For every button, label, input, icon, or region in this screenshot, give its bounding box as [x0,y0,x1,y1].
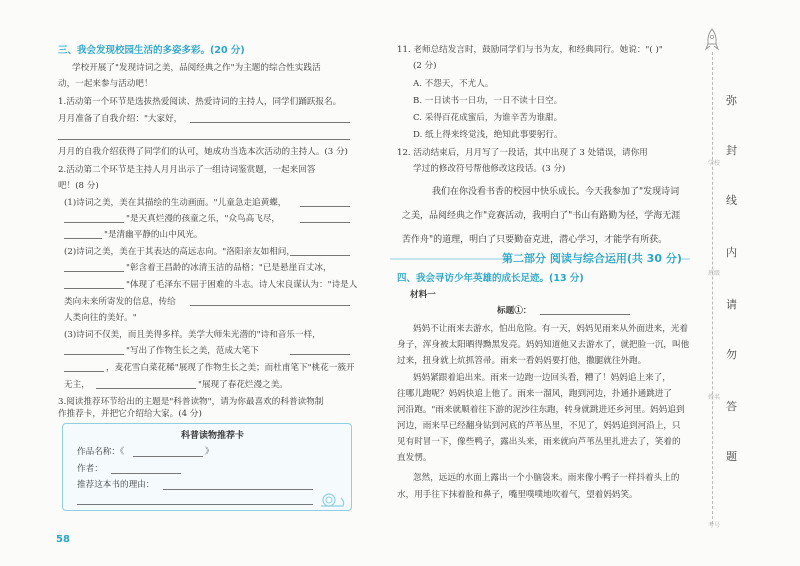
q1-answer-blank-1[interactable] [190,122,350,123]
seal-line [712,52,713,524]
q1-line-1: 1.活动第一个环节是选拔热爱阅读、热爱诗词的主持人，同学们踊跃报名。 [58,97,342,107]
intro-line-2: 动，一起来参与活动吧！ [58,79,153,89]
q2-2-line-d: 类向未来所寄发的信息，传给 [64,297,176,307]
q2-line-1: 2.活动第二个环节是主持人月月出示了一组诗词鉴赏题，一起来回答 [58,165,316,175]
seal-char-3: 线 [726,194,737,207]
q2-1-blank-b[interactable] [64,222,124,223]
q2-1-blank-d[interactable] [64,238,102,239]
part-2-title: 第二部分 阅读与综合运用(共 30 分) [502,252,682,265]
card-reason-label: 推荐这本书的理由： [77,480,155,490]
q2-3-blank-b[interactable] [290,354,350,355]
seal-char-1: 弥 [726,94,737,107]
q2-1-line-b: "是天真烂漫的孩童之乐，"众鸟高飞尽， [126,214,281,224]
q2-3-line-d: 无主， [64,380,90,390]
q2-1-blank-c[interactable] [300,222,350,223]
card-author-label: 作者： [77,464,103,474]
rocket-decoration-icon [704,28,720,52]
seal-label-class: 班级 [708,270,721,277]
q11-line-1: 11. 老师总结发言时，鼓励同学们与书为友，和经典同行。她说："( )" [397,45,663,55]
q2-3-line-b: "写出了作物生长之美，范成大笔下 [126,346,259,356]
handwritten-line-3: 苦作舟"的道理，明白了只要勤奋克进，潜心学习，才能学有所获。 [402,235,668,245]
q2-3-blank-c[interactable] [64,371,104,372]
snail-decoration-icon [319,490,347,508]
reason-blank-1[interactable] [163,489,313,490]
material-1-label: 材料一 [410,290,436,300]
q2-1-line-a: (1)诗词之美，美在其描绘的生动画面。"儿童急走追黄蝶， [64,198,287,208]
q2-2-blank-b[interactable] [64,271,124,272]
seal-char-2: 封 [726,144,737,157]
q2-3-line-c: ，麦花雪白菜花稀"展现了作物生长之美；而杜甫笔下"桃花一簇开 [106,363,355,373]
q11-line-2: (2 分) [413,61,437,71]
q2-1-blank-a[interactable] [300,206,350,207]
q3-line-1: 3.阅读推荐环节给出的主题是"科普读物"，请为你最喜欢的科普读物制 [58,397,324,407]
seal-char-8: 题 [726,450,737,463]
q11-option-b[interactable]: B. 一日读书一日功，一日不读十日空。 [413,96,563,106]
seal-label-school: 学校 [708,160,721,167]
reason-blank-2[interactable] [77,504,313,505]
q3-line-2: 作推荐卡，并把它介绍给大家。(4 分) [58,409,202,419]
passage-line-9: 直发愣。 [397,453,432,463]
q2-2-line-a: (2)诗词之美，美在于其表达的高远志向。"洛阳亲友如相问， [64,247,295,257]
q11-option-c[interactable]: C. 采得百花成蜜后，为谁辛苦为谁甜。 [413,113,563,123]
passage-line-10: 忽然，远远的水面上露出一个小脑袋来。雨来像小鸭子一样抖着头上的 [413,473,680,483]
q2-3-blank-d[interactable] [96,388,196,389]
passage-line-7: 河边，雨来早已经翻身钻到河底的芦苇丛里，不见了，妈妈追到河沿上，只 [397,421,681,431]
q1-line-4: 月月的自我介绍获得了同学们的认可，她成功当选本次活动的主持人。(3 分) [58,147,348,157]
seal-char-6: 勿 [726,348,737,361]
handwritten-line-2: 之美，品阅经典之作"竞赛活动，我明白了"书山有路勤为径，学海无涯 [402,211,681,221]
passage-line-5: 往哪儿跑呢？妈妈快追上他了。雨来一溜风，跑到河边，扑通扑通跳进了 [397,389,673,399]
q2-3-line-a: (3)诗词不仅美，而且美得多样。美学大师朱光潜的"诗和音乐一样， [64,330,321,340]
passage-line-2: 身子，浑身被太阳晒得黝黑发亮。妈妈知道他又去游水了，就把脸一沉，叫他 [397,340,690,350]
q2-3-line-e: "展现了春花烂漫之美。 [198,380,288,390]
card-book-name-label: 作品名称：《 [77,447,125,457]
handwritten-line-1: 我们在你没看书香的校园中快乐成长。今天我参加了"发现诗词 [432,187,680,197]
q2-2-line-c: "体现了毛泽东不屈于困难的斗志。诗人宋良谋认为："诗是人 [126,280,358,290]
seal-label-name: 姓名 [708,394,721,401]
q12-line-1: 12. 活动结束后，月月写了一段话，其中出现了 3 处错误，请你用 [397,148,648,158]
section-3-heading: 三、我会发现校园生活的多姿多彩。(20 分) [58,45,245,56]
q2-2-blank-c[interactable] [64,288,124,289]
passage-line-3: 过来，扭身就上炕抓笤帚。雨来一看妈妈要打他，撒腿就往外跑。 [397,356,647,366]
q1-line-2: 月月准备了自我介绍："大家好， [58,114,183,124]
seal-char-4: 内 [726,246,737,259]
seal-char-7: 答 [726,400,737,413]
passage-line-1: 妈妈不让雨来去游水，怕出危险。有一天，妈妈见雨来从外面进来，光着 [413,324,689,334]
passage-line-4: 妈妈紧跟着追出来。雨来一边跑一边回头看，糟了！妈妈追上来了， [413,373,671,383]
book-recommendation-card [62,423,352,511]
q11-option-d[interactable]: D. 纸上得来终觉浅，绝知此事要躬行。 [413,130,563,140]
page-number: 58 [56,534,70,545]
passage-line-8: 见有时冒一下，像些鸭子，露出头来，雨来就向芦苇丛里扎进去了，笑着的 [397,437,681,447]
q2-2-blank-a[interactable] [290,255,350,256]
seal-char-5: 请 [726,298,737,311]
book-name-blank[interactable] [133,456,203,457]
q1-answer-blank-2[interactable] [58,139,350,140]
q2-2-line-b: "彰含着王昌龄的冰清玉洁的品格；"已是悬崖百丈冰， [126,263,332,273]
passage-title-label: 标题①： [497,306,532,316]
author-blank[interactable] [111,473,181,474]
card-title: 科普读物推荐卡 [181,431,245,441]
q2-2-line-e: 人类向往的美好。" [64,313,137,323]
q12-line-2: 学过的修改符号帮他修改这段话。(3 分) [413,164,566,174]
q2-3-blank-a[interactable] [64,354,124,355]
q2-line-2: 吧！(8 分) [58,181,99,191]
q11-option-a[interactable]: A. 不怨天，不尤人。 [413,79,494,89]
passage-line-11: 水，用手往下抹着脸和鼻子，嘴里噗噗地吹着气，望着妈妈笑。 [397,490,638,500]
intro-line-1: 学校开展了"发现诗词之美，品阅经典之作"为主题的综合性实践活 [72,63,321,73]
card-book-name-close: 》 [205,447,214,457]
seal-label-id: 考号 [708,522,721,529]
passage-line-6: 河沿跑。"雨来就顺着往下游的泥沙往东跑，转身就跳进还乡河里。妈妈追到 [397,405,685,415]
q2-2-blank-d[interactable] [190,305,350,306]
section-4-heading: 四、我会寻访少年英雄的成长足迹。(13 分) [397,273,584,284]
q2-1-line-c: "是清幽平静的山中风光。 [104,230,203,240]
passage-title-blank[interactable] [540,314,630,315]
